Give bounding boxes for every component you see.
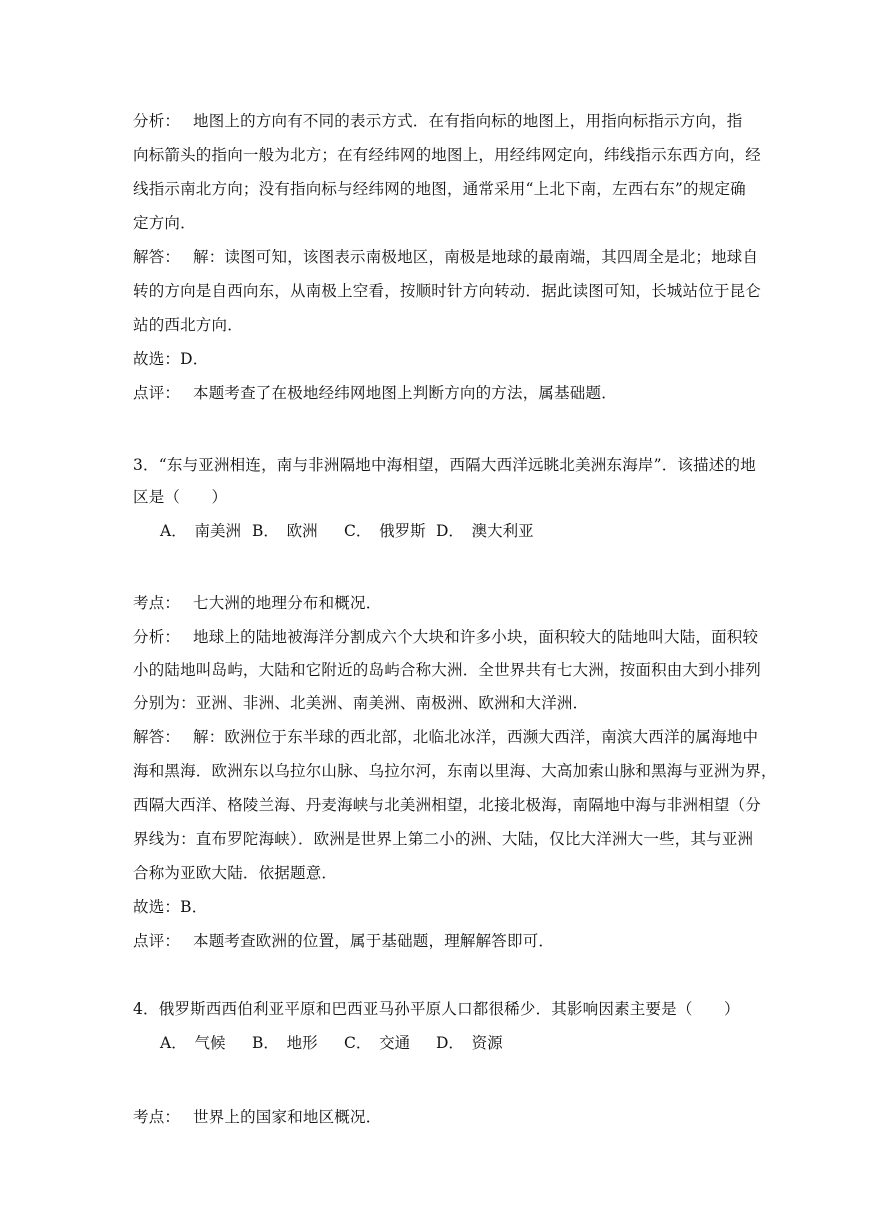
- question-3-options: [160, 519, 534, 543]
- choice-line: 故选：D．: [133, 350, 209, 368]
- option-c: C． 交通: [344, 1034, 411, 1052]
- answer-label: 解答：: [133, 248, 181, 266]
- option-a: A． 南美洲: [160, 522, 241, 540]
- question-3-stem: 3．“东与亚洲相连，南与非洲隔地中海相望，西隔大西洋远眺北美洲东海岸”．该描述的地: [133, 456, 756, 474]
- answer-line: 界线为：直布罗陀海峡）．欧洲是世界上第二小的洲、大陆，仅比大洋洲大一些，其与亚洲: [133, 830, 754, 848]
- choice-line: 故选：B．: [133, 898, 208, 916]
- answer-line: 合称为亚欧大陆．依据题意．: [133, 864, 338, 882]
- question-3-stem: 区是（ ）: [133, 488, 228, 506]
- comment-label: 点评：: [133, 384, 181, 402]
- comment-label: 点评：: [133, 932, 181, 950]
- kaodian-label: 考点：: [133, 1108, 181, 1126]
- analysis-line: 分析： 地图上的方向有不同的表示方式．在有指向标的地图上，用指向标指示方向，指: [133, 109, 773, 133]
- kaodian-label: 考点：: [133, 594, 181, 612]
- answer-line: 解答： 解：读图可知，该图表示南极地区，南极是地球的最南端，其四周全是北；地球自: [133, 245, 773, 269]
- comment-line: 点评： 本题考查了在极地经纬网地图上判断方向的方法，属基础题．: [133, 381, 773, 405]
- analysis-line: 定方向．: [133, 214, 196, 232]
- answer-line: 解答： 解：欧洲位于东半球的西北部，北临北冰洋，西濒大西洋，南滨大西洋的属海地中: [133, 725, 773, 749]
- analysis-line: 小的陆地叫岛屿，大陆和它附近的岛屿合称大洲．全世界共有七大洲，按面积由大到小排列: [133, 661, 762, 679]
- answer-line: 转的方向是自西向东，从南极上空看，按顺时针方向转动．据此读图可知，长城站位于昆仑: [133, 282, 762, 300]
- question-4-stem: 4．俄罗斯西西伯利亚平原和巴西亚马孙平原人口都很稀少．其影响因素主要是（ ）: [133, 1000, 740, 1018]
- option-a: A． 气候: [160, 1034, 226, 1052]
- option-c: C． 俄罗斯: [344, 522, 426, 540]
- option-b: B． 欧洲: [252, 522, 318, 540]
- option-b: B． 地形: [252, 1034, 318, 1052]
- analysis-line: 向标箭头的指向一般为北方；在有经纬网的地图上，用经纬网定向，纬线指示东西方向，经: [133, 146, 762, 164]
- option-d: D． 资源: [436, 1034, 503, 1052]
- analysis-line: 分别为：亚洲、非洲、北美洲、南美洲、南极洲、欧洲和大洋洲．: [133, 694, 589, 712]
- answer-line: 西隔大西洋、格陵兰海、丹麦海峡与北美洲相望，北接北极海，南隔地中海与非洲相望（分: [133, 796, 762, 814]
- analysis-line: 分析： 地球上的陆地被海洋分割成六个大块和许多小块，面积较大的陆地叫大陆，面积较: [133, 625, 773, 649]
- kaodian-line: 考点： 世界上的国家和地区概况．: [133, 1105, 773, 1129]
- comment-line: 点评： 本题考查欧洲的位置，属于基础题，理解解答即可．: [133, 929, 773, 953]
- analysis-line: 线指示南北方向；没有指向标与经纬网的地图，通常采用“上北下南，左西右东”的规定确: [133, 180, 746, 198]
- question-4-options: [160, 1031, 503, 1055]
- answer-line: 海和黑海．欧洲东以乌拉尔山脉、乌拉尔河，东南以里海、大高加索山脉和黑海与亚洲为界，: [133, 762, 777, 780]
- answer-line: 站的西北方向．: [133, 316, 243, 334]
- kaodian-line: 考点： 七大洲的地理分布和概况．: [133, 591, 773, 615]
- analysis-label: 分析：: [133, 628, 181, 646]
- option-d: D． 澳大利亚: [436, 522, 534, 540]
- answer-label: 解答：: [133, 728, 181, 746]
- analysis-label: 分析：: [133, 112, 181, 130]
